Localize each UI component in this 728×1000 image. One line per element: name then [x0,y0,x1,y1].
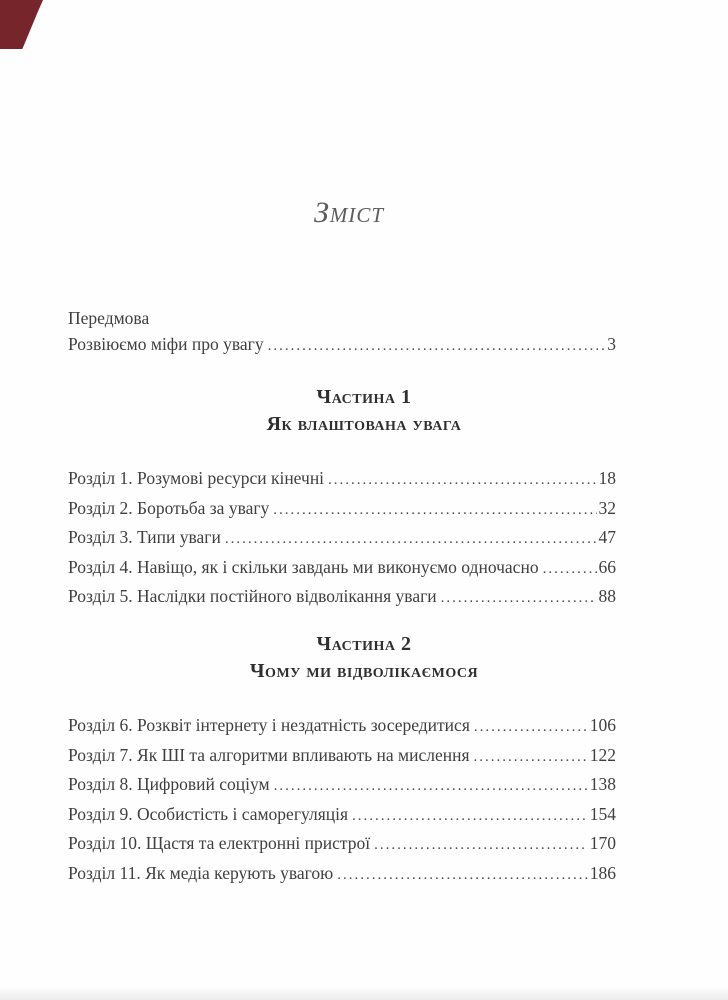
chapter-label: Розділ 9. Особистість і саморегуляція [68,803,349,824]
dot-leader [337,860,587,890]
preface-entry-label: Розвіюємо міфи про увагу [68,334,264,354]
chapter-page-number: 122 [589,744,616,765]
part-1-number: Частина 1 [316,386,412,408]
toc-row-chapter-1 [68,465,616,495]
chapter-page-number: 138 [589,774,616,794]
chapter-label: Розділ 1. Розумові ресурси кінечні [68,468,325,488]
dot-leader [268,331,606,361]
dot-leader [543,554,597,584]
chapter-label: Розділ 8. Цифровий соціум [68,774,270,794]
dot-leader [273,495,596,525]
page-corner-ribbon [0,0,43,49]
part-2-subtitle: Чому ми відволікаємося [249,660,479,682]
chapter-label: Розділ 7. Як ШІ та алгоритми впливають на мислення [68,744,470,765]
toc-row-chapter-3 [68,524,616,554]
toc-row-chapter-2 [68,495,616,525]
part-2-heading [0,631,728,685]
chapter-label: Розділ 4. Навіщо, як і скільки завдань ми виконуємо одночасно [68,556,539,577]
preface-heading: Передмова [68,308,150,328]
toc-row-chapter-10 [68,830,616,860]
chapter-page-number: 88 [598,586,616,606]
chapter-label: Розділ 6. Розквіт інтернету і нездатність зосередитися [68,715,470,735]
chapter-label: Розділ 5. Наслідки постійного відволікання уваги [68,586,437,606]
part-1-subtitle: Як влаштована увага [266,413,462,435]
preface-page-number: 3 [607,334,616,354]
chapter-page-number: 32 [598,497,616,518]
chapter-label: Розділ 2. Боротьба за увагу [68,497,270,518]
chapter-page-number: 106 [589,715,616,735]
dot-leader [328,465,596,495]
dot-leader [274,771,588,801]
dot-leader [352,801,588,831]
preface-row [68,331,616,361]
dot-leader [225,524,597,554]
chapter-label: Розділ 3. Типи уваги [68,527,221,547]
toc-row-chapter-5 [68,583,616,613]
chapter-page-number: 170 [589,833,616,853]
preface-block [68,306,616,361]
chapter-label: Розділ 11. Як медіа керують увагою [68,862,334,883]
toc-row-chapter-8 [68,771,616,801]
part-1-chapter-list [68,465,616,613]
part-1-heading [0,384,728,438]
toc-row-chapter-6 [68,712,616,742]
chapter-label: Розділ 10. Щастя та електронні пристрої [68,833,371,853]
dot-leader [374,830,588,860]
chapter-page-number: 66 [598,556,616,577]
toc-row-chapter-11 [68,860,616,890]
chapter-page-number: 186 [589,862,616,883]
toc-row-chapter-9 [68,801,616,831]
toc-row-chapter-4 [68,554,616,584]
part-2-number: Частина 2 [316,633,412,655]
chapter-page-number: 18 [598,468,616,488]
dot-leader [474,712,588,742]
page-bottom-edge-shadow [0,986,728,1000]
toc-row-chapter-7 [68,742,616,772]
chapter-page-number: 154 [589,803,616,824]
dot-leader [441,583,597,613]
page-title: Зміст [313,196,385,229]
chapter-page-number: 47 [598,527,616,547]
dot-leader [474,742,588,772]
part-2-chapter-list [68,712,616,889]
